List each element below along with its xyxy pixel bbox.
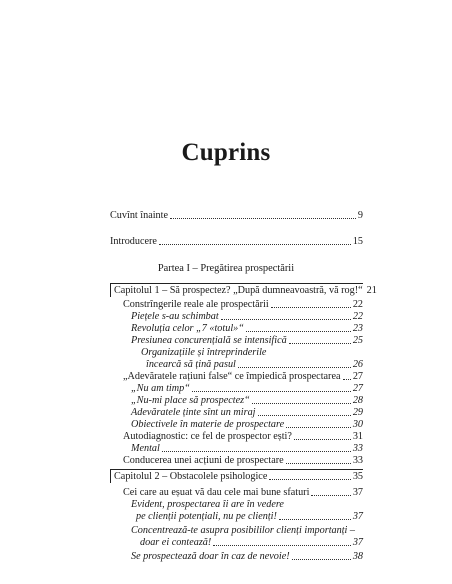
dot-leader bbox=[238, 366, 351, 368]
toc-entry-page: 25 bbox=[352, 335, 363, 346]
toc-subsection bbox=[131, 443, 363, 454]
dot-leader bbox=[343, 378, 351, 380]
toc-entry-label: Presiunea concurențială se intensifică bbox=[131, 335, 287, 346]
toc-entry-label: Obiectivele în materie de prospectare bbox=[131, 419, 285, 430]
toc-entry-page: 37 bbox=[352, 487, 363, 498]
chapter-bracket bbox=[110, 283, 111, 297]
toc-entry-page: 9 bbox=[357, 210, 363, 221]
toc-subsection-line: Concentrează-te asupra posibililor clienți importanți – bbox=[131, 525, 356, 536]
dot-leader bbox=[269, 478, 350, 480]
toc-subsection bbox=[146, 359, 363, 370]
toc-entry-label: Conducerea unei acțiuni de prospectare bbox=[123, 455, 284, 466]
toc-subsection bbox=[131, 335, 363, 346]
toc-section bbox=[123, 371, 363, 382]
toc-entry-page: 37 bbox=[352, 511, 363, 522]
dot-leader bbox=[170, 217, 356, 219]
toc-chapter-1 bbox=[114, 285, 377, 296]
part-heading: Partea I – Pregătirea prospectării bbox=[157, 263, 295, 274]
toc-entry-page: 22 bbox=[352, 299, 363, 310]
chapter-rule bbox=[110, 469, 363, 470]
toc-entry-label: Constrîngerile reale ale prospectării bbox=[123, 299, 269, 310]
dot-leader bbox=[289, 342, 351, 344]
toc-chapter-2 bbox=[114, 471, 363, 482]
toc-subsection-line: Evident, prospectarea îi are în vedere bbox=[131, 499, 284, 510]
dot-leader bbox=[294, 438, 351, 440]
toc-subsection bbox=[131, 311, 363, 322]
toc-entry-page: 21 bbox=[366, 285, 377, 296]
toc-section bbox=[123, 431, 363, 442]
toc-subsection bbox=[131, 395, 363, 406]
chapter-bracket bbox=[110, 469, 111, 483]
toc-section bbox=[123, 455, 363, 466]
dot-leader bbox=[252, 402, 351, 404]
dot-leader bbox=[246, 330, 351, 332]
dot-leader bbox=[192, 390, 351, 392]
toc-entry-label: Introducere bbox=[110, 236, 157, 247]
toc-entry-page: 33 bbox=[352, 443, 363, 454]
toc-entry-page: 31 bbox=[352, 431, 363, 442]
toc-entry-page: 15 bbox=[352, 236, 363, 247]
toc-entry-label: Autodiagnostic: ce fel de prospector ești? bbox=[123, 431, 292, 442]
toc-subsection-line: Organizațiile și întreprinderile bbox=[141, 347, 267, 358]
dot-leader bbox=[292, 558, 351, 560]
toc-entry-label: „Adevăratele rațiuni false“ ce împiedică prospectarea bbox=[123, 371, 341, 382]
toc-entry-label: doar ei contează! bbox=[140, 537, 212, 548]
toc-entry-page: 30 bbox=[352, 419, 363, 430]
toc-entry-label: Capitolul 1 – Să prospectez? „După dumneavoastră, vă rog!“ bbox=[114, 285, 363, 296]
toc-subsection bbox=[131, 383, 363, 394]
toc-entry-page: 28 bbox=[352, 395, 363, 406]
toc-subsection bbox=[140, 537, 363, 548]
toc-entry-label: Revoluția celor „7 «totul»“ bbox=[131, 323, 244, 334]
toc-entry-label: Se prospectează doar în caz de nevoie! bbox=[131, 551, 290, 562]
dot-leader bbox=[159, 243, 351, 245]
toc-entry-label: „Nu am timp“ bbox=[131, 383, 190, 394]
page-title: Cuprins bbox=[181, 139, 271, 166]
toc-entry-label: „Nu-mi place să prospectez“ bbox=[131, 395, 250, 406]
toc-entry-label: pe clienții potențiali, nu pe clienți! bbox=[136, 511, 277, 522]
toc-entry-page: 37 bbox=[352, 537, 363, 548]
dot-leader bbox=[311, 494, 350, 496]
toc-entry-label: Mental bbox=[131, 443, 160, 454]
toc-entry-page: 38 bbox=[352, 551, 363, 562]
toc-entry-label: Cuvînt înainte bbox=[110, 210, 169, 221]
toc-section bbox=[123, 487, 363, 498]
toc-entry-page: 23 bbox=[352, 323, 363, 334]
toc-entry-introduction bbox=[110, 236, 363, 247]
toc-section bbox=[123, 299, 363, 310]
toc-entry-label: încearcă să țină pasul bbox=[146, 359, 236, 370]
toc-entry-label: Capitolul 2 – Obstacolele psihologice bbox=[114, 471, 268, 482]
toc-entry-page: 27 bbox=[352, 371, 363, 382]
toc-entry-page: 29 bbox=[352, 407, 363, 418]
dot-leader bbox=[286, 462, 351, 464]
dot-leader bbox=[258, 414, 351, 416]
dot-leader bbox=[221, 318, 351, 320]
dot-leader bbox=[271, 306, 351, 308]
toc-entry-page: 22 bbox=[352, 311, 363, 322]
toc-subsection bbox=[131, 407, 363, 418]
toc-entry-page: 33 bbox=[352, 455, 363, 466]
toc-subsection bbox=[131, 551, 363, 562]
dot-leader bbox=[286, 426, 351, 428]
dot-leader bbox=[213, 544, 351, 546]
toc-entry-label: Adevăratele ținte sînt un miraj bbox=[131, 407, 256, 418]
toc-entry-page: 26 bbox=[352, 359, 363, 370]
toc-subsection bbox=[131, 323, 363, 334]
dot-leader bbox=[162, 450, 351, 452]
toc-subsection bbox=[131, 419, 363, 430]
toc-entry-page: 35 bbox=[352, 471, 363, 482]
toc-entry-label: Cei care au eșuat vă dau cele mai bune sfaturi bbox=[123, 487, 310, 498]
dot-leader bbox=[279, 518, 351, 520]
toc-entry-foreword bbox=[110, 210, 363, 221]
toc-subsection bbox=[136, 511, 363, 522]
toc-entry-label: Piețele s-au schimbat bbox=[131, 311, 219, 322]
toc-entry-page: 27 bbox=[352, 383, 363, 394]
chapter-rule bbox=[110, 283, 363, 284]
